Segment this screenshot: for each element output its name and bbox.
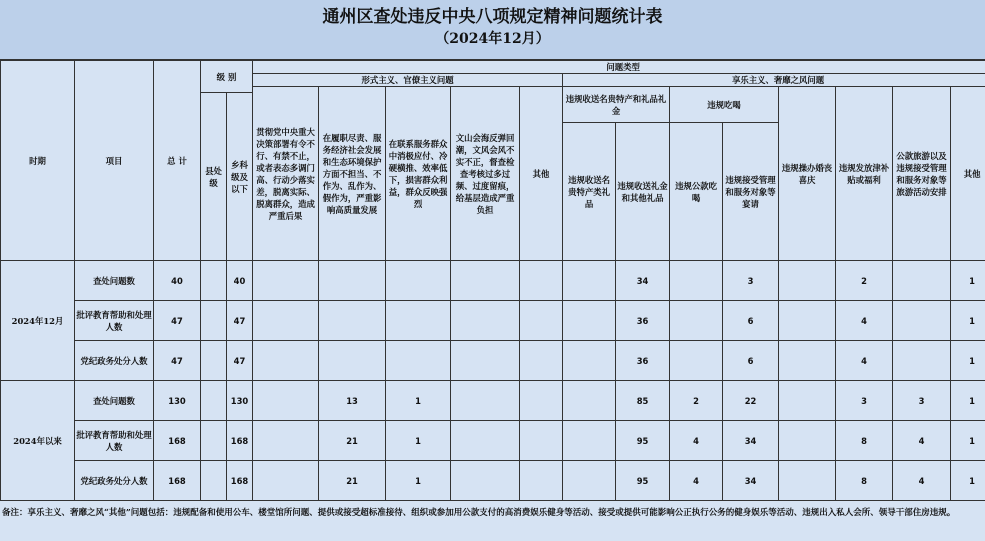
cell-f4 xyxy=(451,461,520,501)
row-item-label: 批评教育帮助和处理人数 xyxy=(75,421,154,461)
cell-g2: 36 xyxy=(616,341,670,381)
cell-total: 168 xyxy=(154,421,201,461)
cell-f1 xyxy=(253,301,319,341)
header-formalism-col-4: 文山会海反弹回潮，文风会风不实不正，督查检查考核过多过频、过度留痕，给基层造成严重负担 xyxy=(451,87,520,261)
table-row xyxy=(1,421,985,461)
header-gift-group: 违规收送名贵特产和礼品礼金 xyxy=(563,87,670,123)
cell-f5 xyxy=(520,261,563,301)
cell-o1 xyxy=(779,301,836,341)
table-row xyxy=(1,461,985,501)
cell-d2: 22 xyxy=(723,381,779,421)
cell-o1 xyxy=(779,461,836,501)
header-formalism-col-3: 在联系服务群众中消极应付、冷硬横推、效率低下，损害群众利益，群众反映强烈 xyxy=(386,87,451,261)
cell-o4: 1 xyxy=(951,301,985,341)
cell-f5 xyxy=(520,421,563,461)
header-formalism-col-5: 其他 xyxy=(520,87,563,261)
cell-g1 xyxy=(563,341,616,381)
cell-f1 xyxy=(253,261,319,301)
period-label: 2024年以来 xyxy=(1,381,75,501)
table-body xyxy=(1,261,985,501)
cell-f3: 1 xyxy=(386,381,451,421)
row-item-label: 查处问题数 xyxy=(75,261,154,301)
cell-f1 xyxy=(253,461,319,501)
period-label: 2024年12月 xyxy=(1,261,75,381)
cell-o2: 4 xyxy=(836,341,893,381)
cell-f2: 21 xyxy=(319,421,386,461)
cell-d1: 4 xyxy=(670,421,723,461)
cell-o2: 8 xyxy=(836,421,893,461)
cell-f4 xyxy=(451,261,520,301)
cell-f2 xyxy=(319,341,386,381)
cell-f3 xyxy=(386,261,451,301)
table-row xyxy=(1,261,985,301)
cell-o4: 1 xyxy=(951,341,985,381)
cell-total: 40 xyxy=(154,261,201,301)
cell-o4: 1 xyxy=(951,461,985,501)
cell-d1: 4 xyxy=(670,461,723,501)
title-box xyxy=(0,0,985,60)
cell-o4: 1 xyxy=(951,421,985,461)
header-problem-type: 问题类型 xyxy=(253,61,985,74)
cell-g1 xyxy=(563,381,616,421)
cell-d1 xyxy=(670,301,723,341)
row-item-label: 批评教育帮助和处理人数 xyxy=(75,301,154,341)
cell-f5 xyxy=(520,341,563,381)
cell-o4: 1 xyxy=(951,381,985,421)
row-item-label: 党纪政务处分人数 xyxy=(75,461,154,501)
header-formalism-group: 形式主义、官僚主义问题 xyxy=(253,74,563,87)
header-gift-col-2: 违规收送礼金和其他礼品 xyxy=(616,123,670,261)
cell-d2: 34 xyxy=(723,421,779,461)
header-county: 县处级 xyxy=(201,93,227,261)
header-gift-col-1: 违规收送名贵特产类礼品 xyxy=(563,123,616,261)
header-hedonism-group: 享乐主义、奢靡之风问题 xyxy=(563,74,985,87)
cell-total: 130 xyxy=(154,381,201,421)
cell-g1 xyxy=(563,461,616,501)
cell-g2: 34 xyxy=(616,261,670,301)
cell-township: 47 xyxy=(227,301,253,341)
cell-f2 xyxy=(319,301,386,341)
cell-o1 xyxy=(779,341,836,381)
cell-g1 xyxy=(563,301,616,341)
cell-county xyxy=(201,461,227,501)
cell-o3 xyxy=(893,301,951,341)
cell-township: 40 xyxy=(227,261,253,301)
header-dining-col-2: 违规接受管理和服务对象等宴请 xyxy=(723,123,779,261)
cell-d2: 34 xyxy=(723,461,779,501)
cell-total: 168 xyxy=(154,461,201,501)
cell-f2 xyxy=(319,261,386,301)
cell-county xyxy=(201,421,227,461)
cell-township: 47 xyxy=(227,341,253,381)
cell-o2: 8 xyxy=(836,461,893,501)
cell-d2: 6 xyxy=(723,301,779,341)
header-level: 级 别 xyxy=(201,61,253,93)
cell-f1 xyxy=(253,421,319,461)
cell-f2: 21 xyxy=(319,461,386,501)
header-item: 项目 xyxy=(75,61,154,261)
cell-f1 xyxy=(253,341,319,381)
header-total: 总 计 xyxy=(154,61,201,261)
cell-f3 xyxy=(386,301,451,341)
cell-f5 xyxy=(520,461,563,501)
header-other-col-3: 公款旅游以及违规接受管理和服务对象等旅游活动安排 xyxy=(893,87,951,261)
cell-township: 168 xyxy=(227,421,253,461)
cell-o3: 3 xyxy=(893,381,951,421)
table-row xyxy=(1,341,985,381)
cell-o2: 3 xyxy=(836,381,893,421)
cell-total: 47 xyxy=(154,341,201,381)
cell-f5 xyxy=(520,381,563,421)
cell-g2: 36 xyxy=(616,301,670,341)
footnote: 备注：享乐主义、奢靡之风“其他”问题包括：违规配备和使用公车、楼堂馆所问题、提供或接受超标准接待、组织或参加用公款支付的高消费娱乐健身等活动、接受或提供可能影响公正执行公务的健身娱乐等活动、违规出入私人会所、领导干部住房违规。 xyxy=(2,508,956,518)
cell-f3 xyxy=(386,341,451,381)
cell-county xyxy=(201,341,227,381)
cell-county xyxy=(201,301,227,341)
row-item-label: 党纪政务处分人数 xyxy=(75,341,154,381)
header-formalism-col-2: 在履职尽责、服务经济社会发展和生态环境保护方面不担当、不作为、乱作为、假作为，严重影响高质量发展 xyxy=(319,87,386,261)
cell-f4 xyxy=(451,301,520,341)
cell-g2: 85 xyxy=(616,381,670,421)
header-dining-group: 违规吃喝 xyxy=(670,87,779,123)
page-title: 通州区查处违反中央八项规定精神问题统计表 xyxy=(322,7,663,27)
cell-township: 168 xyxy=(227,461,253,501)
cell-g1 xyxy=(563,421,616,461)
cell-o3 xyxy=(893,341,951,381)
cell-o4: 1 xyxy=(951,261,985,301)
cell-o1 xyxy=(779,421,836,461)
table-row xyxy=(1,301,985,341)
cell-o1 xyxy=(779,261,836,301)
header-dining-col-1: 违规公款吃喝 xyxy=(670,123,723,261)
statistics-table xyxy=(0,60,985,501)
cell-g2: 95 xyxy=(616,421,670,461)
cell-f4 xyxy=(451,381,520,421)
cell-f2: 13 xyxy=(319,381,386,421)
cell-o2: 4 xyxy=(836,301,893,341)
page-subtitle: （2024年12月） xyxy=(435,31,550,47)
cell-o1 xyxy=(779,381,836,421)
header-other-col-4: 其他 xyxy=(951,87,985,261)
header-township: 乡科级及以下 xyxy=(227,93,253,261)
cell-g1 xyxy=(563,261,616,301)
cell-o2: 2 xyxy=(836,261,893,301)
cell-f3: 1 xyxy=(386,461,451,501)
cell-g2: 95 xyxy=(616,461,670,501)
row-item-label: 查处问题数 xyxy=(75,381,154,421)
cell-o3 xyxy=(893,261,951,301)
cell-township: 130 xyxy=(227,381,253,421)
cell-f4 xyxy=(451,341,520,381)
cell-f5 xyxy=(520,301,563,341)
header-other-col-2: 违规发放津补贴或福利 xyxy=(836,87,893,261)
cell-o3: 4 xyxy=(893,421,951,461)
cell-d1 xyxy=(670,341,723,381)
cell-d2: 6 xyxy=(723,341,779,381)
cell-d1: 2 xyxy=(670,381,723,421)
cell-o3: 4 xyxy=(893,461,951,501)
cell-f1 xyxy=(253,381,319,421)
cell-f3: 1 xyxy=(386,421,451,461)
cell-county xyxy=(201,381,227,421)
cell-total: 47 xyxy=(154,301,201,341)
header-period: 时期 xyxy=(1,61,75,261)
table-row xyxy=(1,381,985,421)
cell-d2: 3 xyxy=(723,261,779,301)
header-formalism-col-1: 贯彻党中央重大决策部署有令不行、有禁不止，或者表态多调门高、行动少落实差，脱离实际、脱离群众，造成严重后果 xyxy=(253,87,319,261)
cell-d1 xyxy=(670,261,723,301)
cell-f4 xyxy=(451,421,520,461)
header-other-col-1: 违规操办婚丧喜庆 xyxy=(779,87,836,261)
cell-county xyxy=(201,261,227,301)
